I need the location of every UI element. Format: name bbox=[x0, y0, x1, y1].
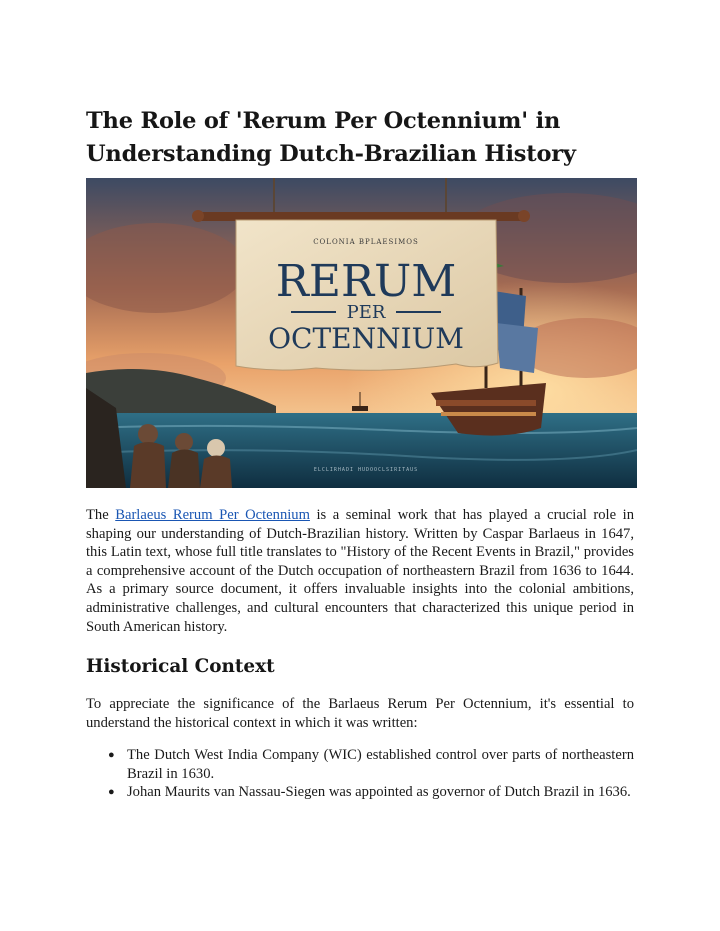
hero-image bbox=[86, 178, 637, 488]
banner-line2: PER bbox=[346, 302, 386, 323]
banner-small-text: COLONIA BPLAESIMOS bbox=[313, 238, 419, 246]
list-item bbox=[86, 746, 634, 783]
list-item bbox=[86, 783, 634, 802]
intro-suffix: is a seminal work that has played a crucial role in shaping our understanding of Dutch-Brazilian history. Written by Caspar Barlaeus in 1647, this Latin text, whose full title translates to "History of the Recent Events in Brazil," provides a comprehensive account of the Dutch occupation of northeastern Brazil from 1636 to 1644. As a primary source document, it offers invaluable insights into the colonial ambitions, administrative challenges, and cultural encounters that characterized this unique period in South American history. bbox=[86, 507, 634, 635]
banner-line1: RERUM bbox=[275, 256, 457, 307]
list-item-text: Johan Maurits van Nassau-Siegen was appointed as governor of Dutch Brazil in 1636. bbox=[127, 784, 631, 801]
section-heading: Historical Context bbox=[86, 656, 275, 677]
banner-line3: OCTENNIUM bbox=[268, 322, 464, 355]
page-title: The Role of 'Rerum Per Octennium' in Understanding Dutch-Brazilian History bbox=[86, 108, 576, 167]
list-item-text: The Dutch West India Company (WIC) established control over parts of northeastern Brazil in 1630. bbox=[127, 747, 634, 782]
bullet-icon: ● bbox=[108, 749, 115, 761]
intro-paragraph bbox=[86, 506, 634, 636]
bullet-icon: ● bbox=[108, 786, 115, 799]
bullet-list bbox=[86, 746, 634, 802]
intro-prefix: The bbox=[86, 507, 116, 523]
section-intro: To appreciate the significance of the Barlaeus Rerum Per Octennium, it's essential to understand the historical context in which it was written: bbox=[86, 696, 634, 731]
barlaeus-link[interactable]: Barlaeus Rerum Per Octennium bbox=[115, 507, 310, 523]
image-bottom-caption: ELCLIRHADI HUDOOCLSIRITAUS bbox=[313, 467, 419, 473]
